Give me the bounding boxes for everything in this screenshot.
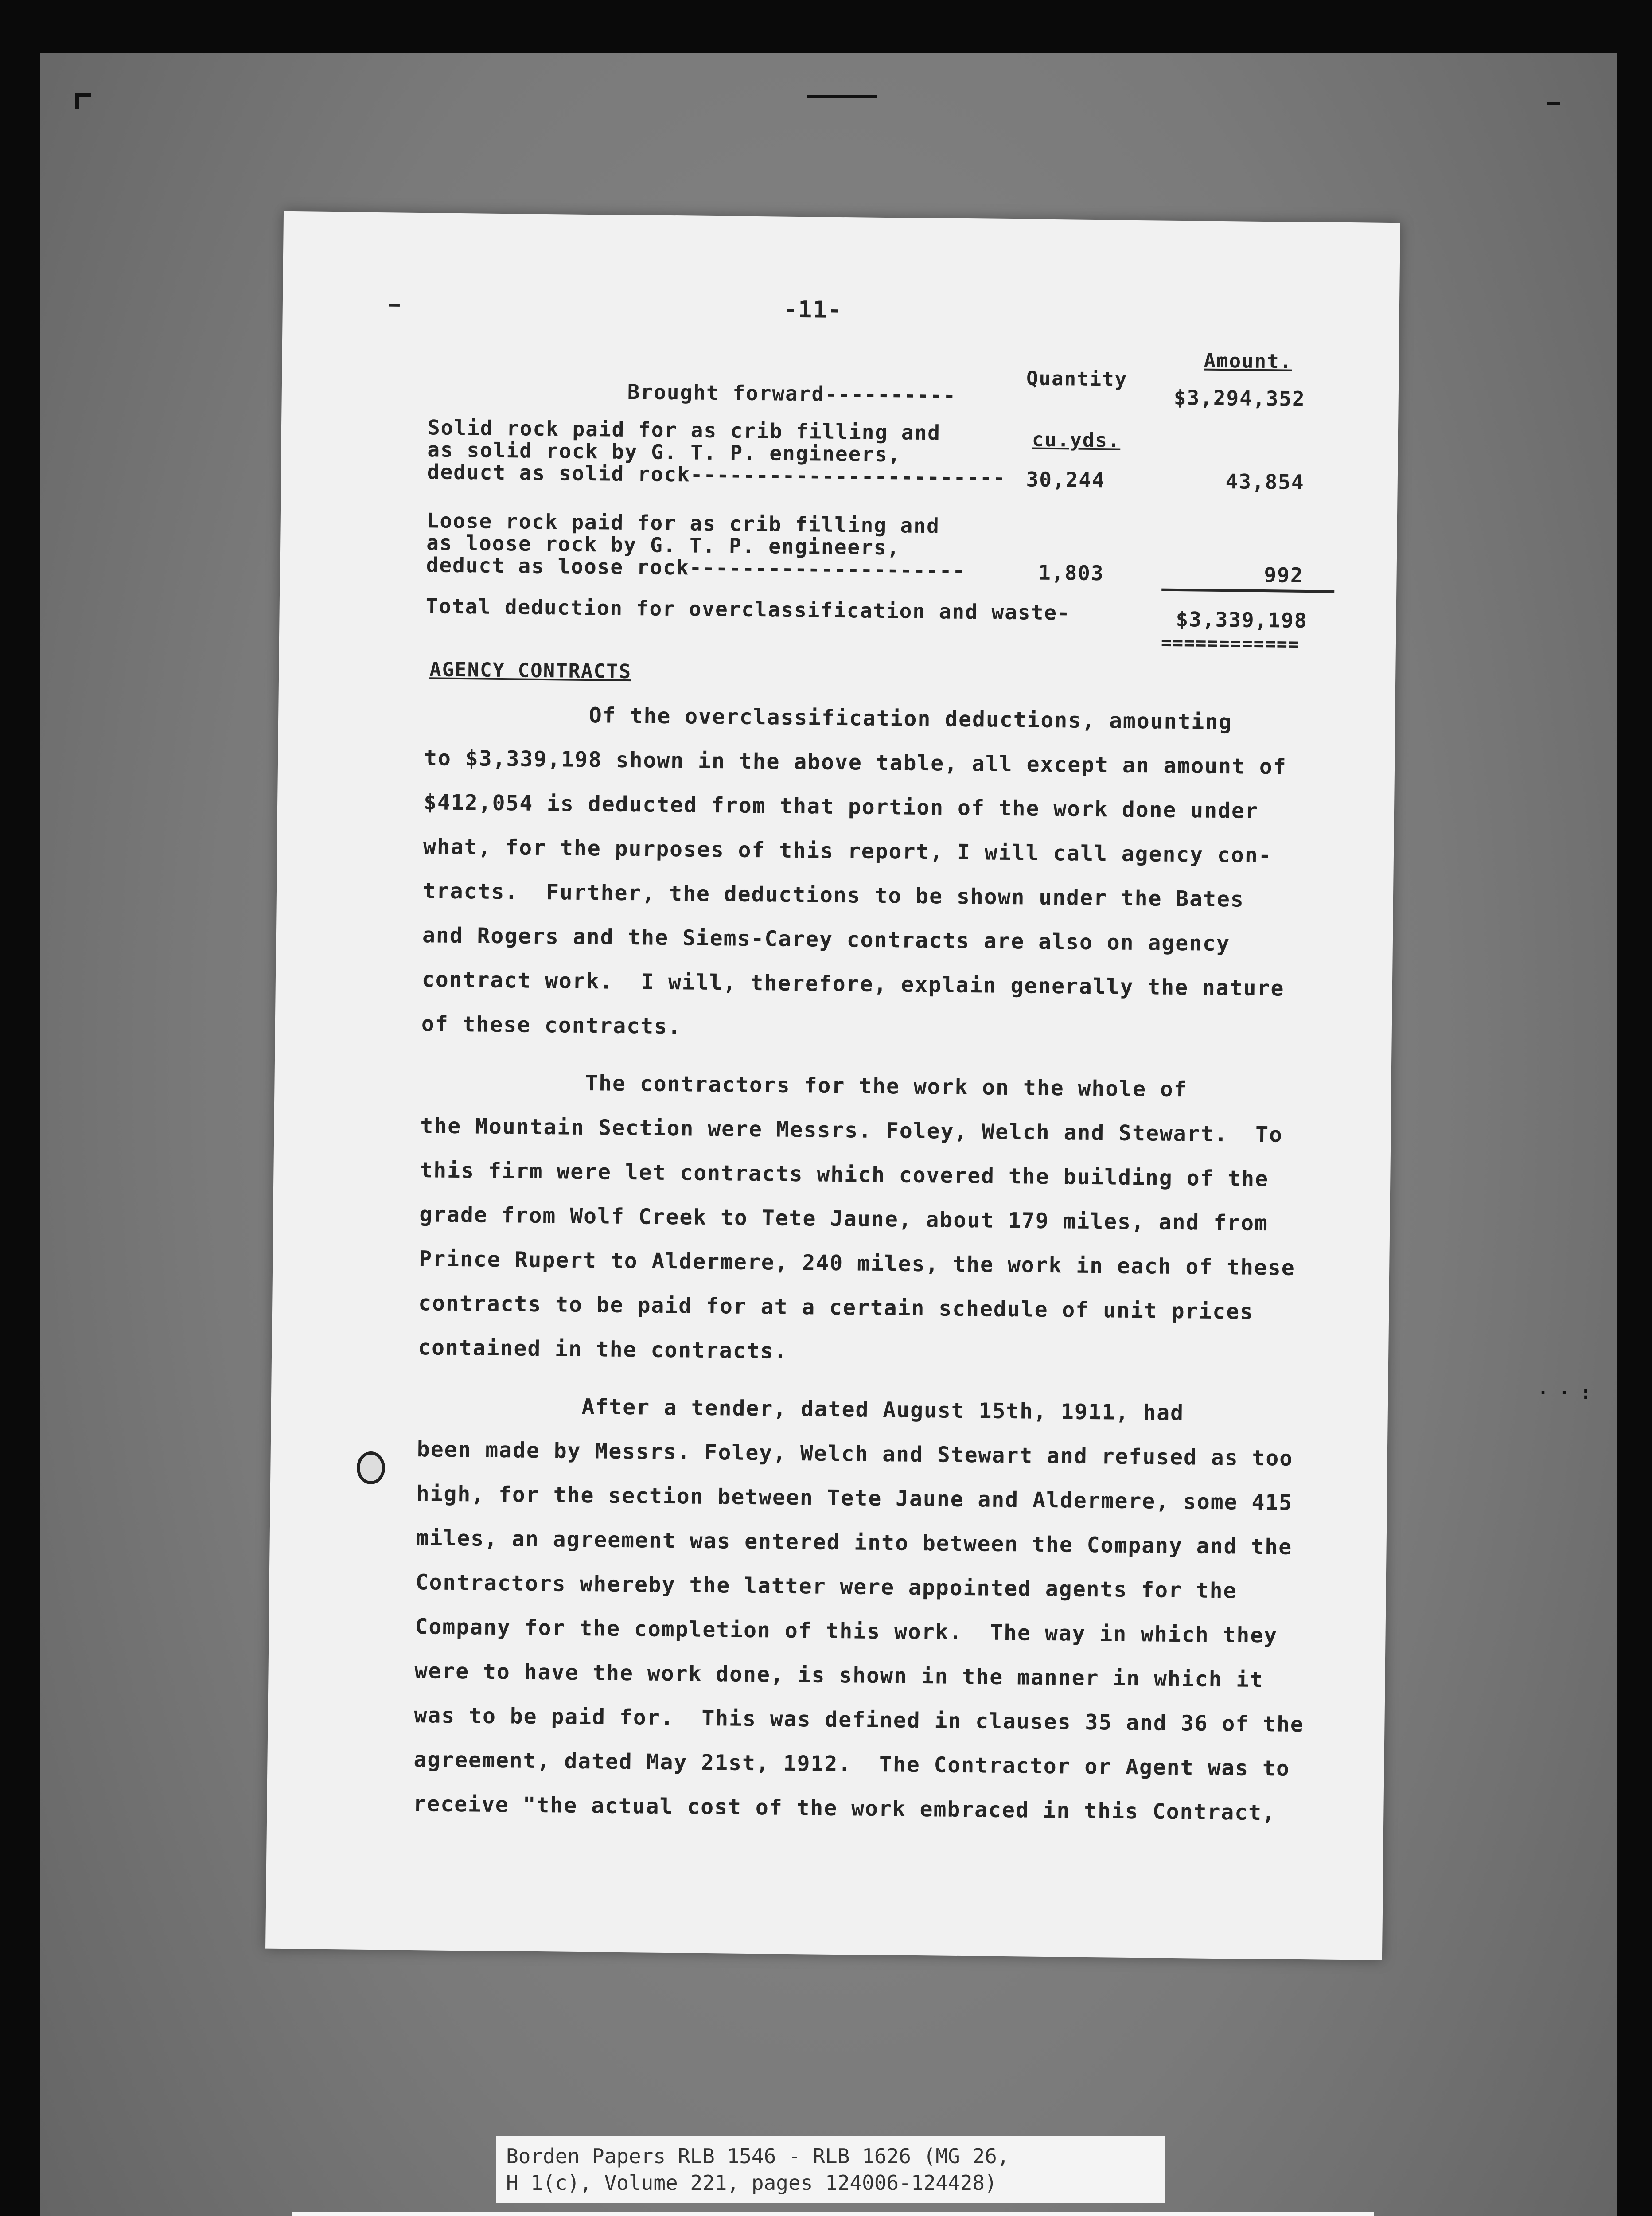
body-line: of these contracts. [421,1011,682,1039]
body-line: receive "the actual cost of the work embraced in this Contract, [413,1791,1276,1826]
body-line: Contractors whereby the latter were appointed agents for the [415,1570,1237,1603]
body-line: what, for the purposes of this report, I will call agency con- [423,834,1272,868]
body-line: The contractors for the work on the whole of [421,1069,1188,1102]
body-line: been made by Messrs. Foley, Welch and Stewart and refused as too [417,1437,1294,1471]
total-deduction-amount: $3,339,198 [1176,607,1308,633]
solid-rock-quantity: 30,244 [1026,467,1106,492]
body-line: contracts to be paid for at a certain schedule of unit prices [418,1291,1254,1324]
section-heading: AGENCY CONTRACTS [429,658,632,683]
corner-mark-top-right [1547,102,1560,105]
body-line: Company for the completion of this work. The way in which they [415,1614,1278,1648]
brought-forward-amount: $3,294,352 [1173,385,1306,411]
solid-rock-line2: as solid rock by G. T. P. engineers, [427,437,901,467]
body-line: and Rogers and the Siems-Carey contracts are also on agency [422,923,1231,956]
body-line: the Mountain Section were Messrs. Foley, Welch and Stewart. To [420,1113,1283,1147]
page-number: -11- [783,296,843,324]
reference-label-line1: Borden Papers RLB 1546 - RLB 1626 (MG 26, [506,2144,1009,2168]
total-deduction-label: Total deduction for overclassification and waste- [425,594,1071,625]
corner-mark-top-center [807,95,877,98]
body-line: $412,054 is deducted from that portion of the work done under [423,790,1259,823]
solid-rock-line1: Solid rock paid for as crib filling and [427,415,941,445]
solid-rock-line3: deduct as solid rock------------------------ [427,460,1006,490]
loose-rock-quantity: 1,803 [1038,560,1104,585]
body-line: After a tender, dated August 15th, 1911, had [417,1393,1184,1426]
corner-mark-top-left-vertical [75,93,79,109]
body-line: grade from Wolf Creek to Tete Jaune, about 179 miles, and from [419,1202,1269,1236]
body-line: contained in the contracts. [417,1335,788,1364]
body-line: this firm were let contracts which covered the building of the [420,1158,1269,1192]
punch-hole [357,1451,385,1484]
body-line: high, for the section between Tete Jaune and Aldermere, some 415 [416,1481,1293,1515]
body-line: miles, an agreement was entered into between the Company and the [416,1525,1293,1560]
total-double-underline: ============ [1161,632,1300,655]
amount-column-header: Amount. [1204,349,1293,373]
solid-rock-amount: 43,854 [1225,469,1305,494]
body-line: contract work. I will, therefore, explain generally the nature [421,967,1285,1001]
brought-forward-label: Brought forward---------- [627,379,957,407]
reference-label-line2: H 1(c), Volume 221, pages 124006-124428) [506,2171,997,2195]
body-line: agreement, dated May 21st, 1912. The Contractor or Agent was to [413,1747,1290,1781]
loose-rock-amount: 992 [1264,563,1304,587]
loose-rock-line2: as loose rock by G. T. P. engineers, [426,531,900,560]
body-line: Of the overclassification deductions, amounting [424,701,1233,735]
subtotal-rule [1161,589,1334,593]
loose-rock-line3: deduct as loose rock--------------------- [426,553,966,582]
body-line: tracts. Further, the deductions to be shown under the Bates [422,878,1245,912]
body-line: were to have the work done, is shown in the manner in which it [414,1658,1264,1693]
reference-label [496,2136,1165,2203]
body-line: Prince Rupert to Aldermere, 240 miles, the work in each of these [419,1246,1296,1280]
loose-rock-line1: Loose rock paid for as crib filling and [426,508,940,538]
typed-page [265,211,1400,1960]
quantity-header-line2: cu.yds. [1032,428,1121,452]
body-line: to $3,339,198 shown in the above table, all except an amount of [424,745,1287,780]
page-tick-mark: — [389,294,401,315]
body-line: was to be paid for. This was defined in clauses 35 and 36 of the [414,1703,1305,1737]
archive-card [292,2212,1374,2216]
quantity-header-line1: Quantity [1026,367,1128,391]
side-mark-right: · · : [1538,1383,1591,1403]
